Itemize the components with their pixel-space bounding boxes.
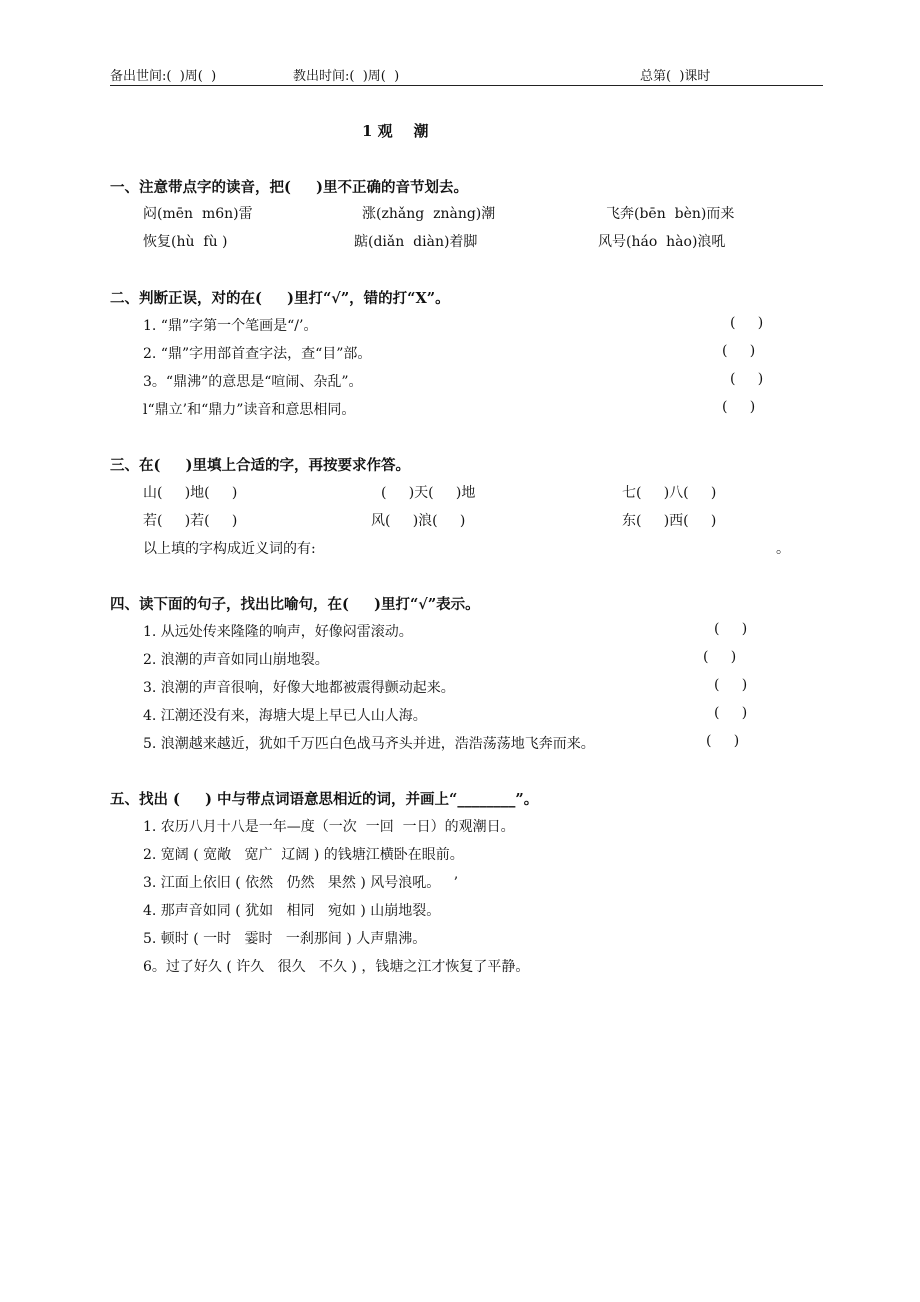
- s5-item: 1. 农历八月十八是一年—度（一次 一回 一日）的观潮日。: [143, 819, 515, 835]
- s3-item: ( )天( )地: [381, 485, 476, 501]
- s2-item: 2. “鼎”字用部首查字法，查“目”部。: [143, 346, 372, 362]
- answer-blank[interactable]: ( ): [730, 371, 764, 387]
- s5-item: 4. 那声音如同 ( 犹如 相同 宛如 ) 山崩地裂。: [143, 903, 441, 919]
- answer-blank[interactable]: ( ): [714, 677, 748, 693]
- s5-item: 3. 江面上依旧 ( 依然 仍然 果然 ) 风号浪吼。 ’: [143, 875, 459, 891]
- s3-item: 若( )若( ): [143, 513, 238, 529]
- answer-blank[interactable]: ( ): [703, 649, 737, 665]
- teach-time-field: 教出时间:( )周( ): [293, 69, 400, 84]
- s3-item: 东( )西( ): [622, 513, 717, 529]
- answer-blank[interactable]: ( ): [714, 705, 748, 721]
- s4-item: 5. 浪潮越来越近，犹如千万匹白色战马齐头并进，浩浩荡荡地飞奔而来。: [143, 736, 595, 752]
- s2-item: 3。“鼎沸”的意思是“喧闹、杂乱”。: [143, 374, 363, 390]
- section-4-heading: 四、读下面的句子，找出比喻句，在( )里打“√”表示。: [110, 596, 480, 613]
- answer-blank[interactable]: ( ): [722, 343, 756, 359]
- s5-item: 2. 宽阔 ( 宽敞 宽广 辽阔 ) 的钱塘江横卧在眼前。: [143, 847, 464, 863]
- section-3-heading: 三、在( )里填上合适的字，再按要求作答。: [110, 457, 410, 474]
- s1-item: 风号(háo hào)浪吼: [598, 234, 726, 250]
- answer-blank[interactable]: ( ): [722, 399, 756, 415]
- s4-item: 4. 江潮还没有来，海塘大堤上早已人山人海。: [143, 708, 427, 724]
- total-lessons-field: 总第( )课时: [640, 69, 711, 84]
- lesson-title: 1 观 潮: [362, 122, 429, 140]
- s1-item: 涨(zhǎng znàng)潮: [362, 206, 496, 222]
- prep-time-field: 备出世间:( )周( ): [110, 69, 217, 84]
- s3-item: 风( )浪( ): [371, 513, 466, 529]
- s1-item: 飞奔(bēn bèn)而来: [606, 206, 735, 222]
- s5-item: 6。过了好久 ( 许久 很久 不久 ) ，钱塘之江才恢复了平静。: [143, 959, 530, 975]
- s1-item: 闷(mēn m6n)雷: [143, 206, 253, 222]
- section-1-heading: 一、注意带点字的读音，把( )里不正确的音节划去。: [110, 179, 468, 196]
- s4-item: 3. 浪潮的声音很响，好像大地都被震得颤动起来。: [143, 680, 455, 696]
- header-divider: [110, 85, 823, 86]
- section-5-heading: 五、找出 ( ) 中与带点词语意思相近的词，并画上“________”。: [110, 791, 539, 808]
- s4-item: 2. 浪潮的声音如同山崩地裂。: [143, 652, 329, 668]
- answer-blank[interactable]: ( ): [706, 733, 740, 749]
- answer-blank[interactable]: ( ): [730, 315, 764, 331]
- s3-note-end: 。: [776, 541, 790, 557]
- s2-item: l“鼎立’和“鼎力”读音和意思相同。: [143, 402, 356, 418]
- s2-item: 1. “鼎”字第一个笔画是“/’。: [143, 318, 318, 334]
- s3-item: 山( )地( ): [143, 485, 238, 501]
- answer-blank[interactable]: ( ): [714, 621, 748, 637]
- s3-note: 以上填的字构成近义词的有:: [143, 541, 316, 557]
- s1-item: 恢复(hù fù ): [143, 234, 228, 250]
- section-2-heading: 二、判断正误，对的在( )里打“√”，错的打“X”。: [110, 290, 450, 307]
- s1-item: 踮(diǎn diàn)着脚: [354, 234, 478, 250]
- s3-item: 七( )八( ): [622, 485, 717, 501]
- s4-item: 1. 从远处传来隆隆的响声，好像闷雷滚动。: [143, 624, 413, 640]
- s5-item: 5. 顿时 ( 一时 霎时 一刹那间 ) 人声鼎沸。: [143, 931, 427, 947]
